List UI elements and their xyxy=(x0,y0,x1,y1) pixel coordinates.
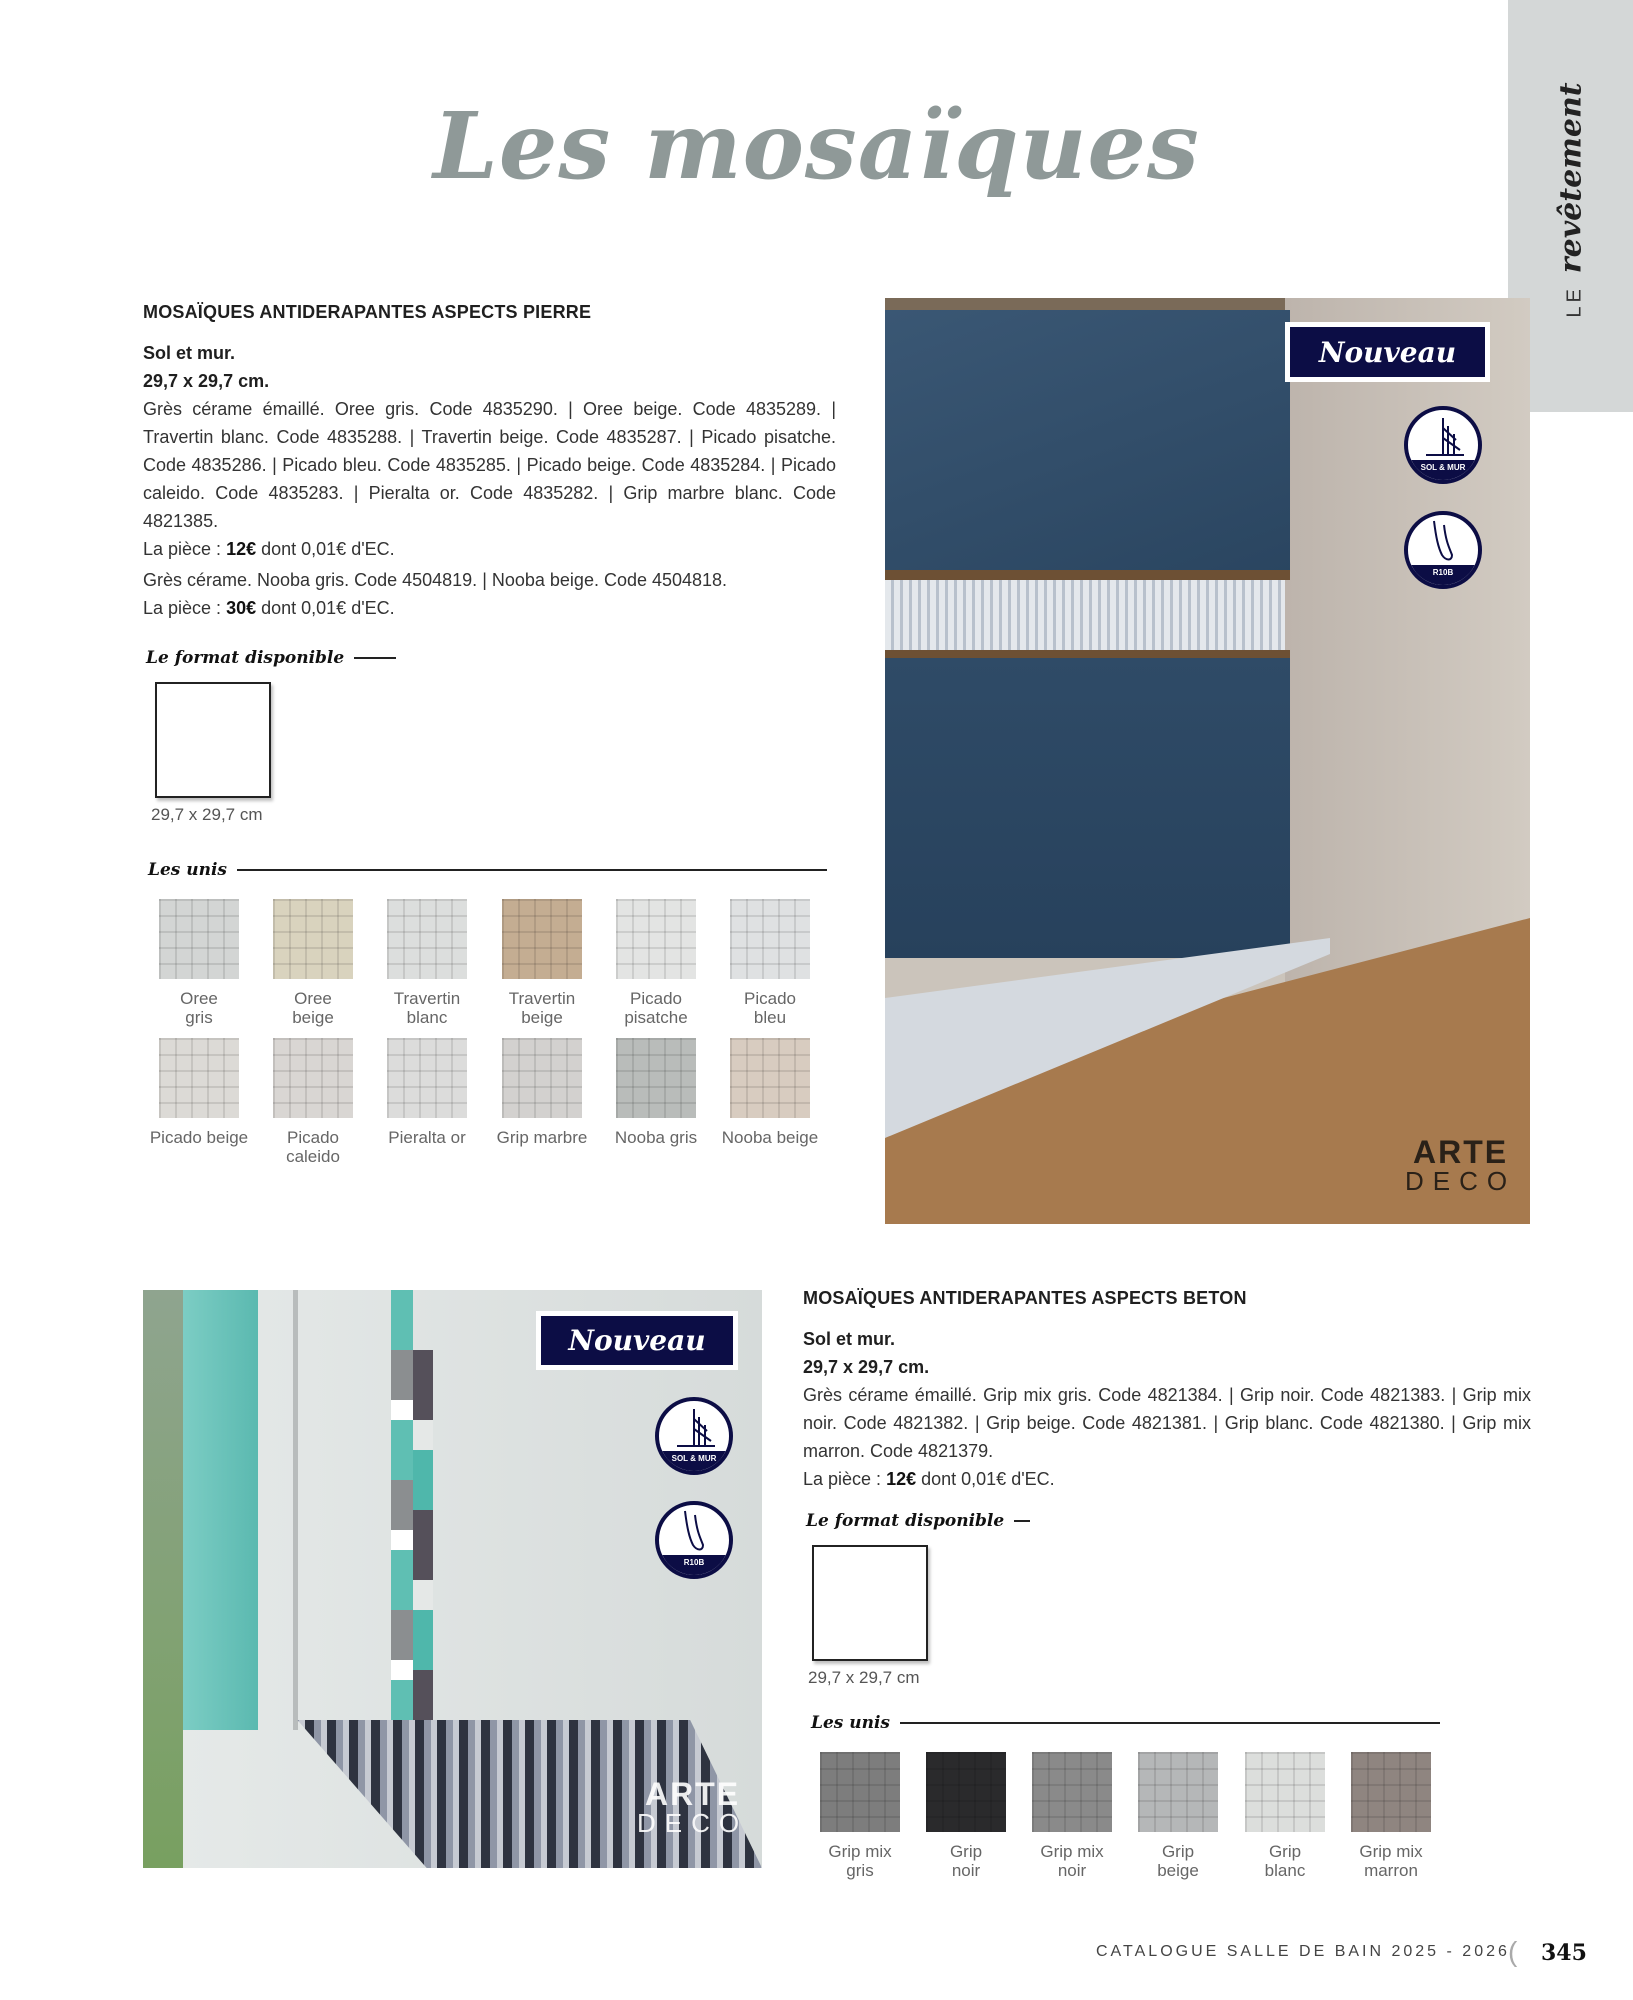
tile-swatch-image xyxy=(159,899,239,979)
tile-swatch-image xyxy=(273,1038,353,1118)
swatch-label: Oree beige xyxy=(292,989,334,1027)
tile-swatch-image xyxy=(1032,1752,1112,1832)
format-tile-outline xyxy=(155,682,271,798)
swatch-label: Nooba beige xyxy=(721,1128,819,1147)
price-amount: 30€ xyxy=(226,598,257,618)
section2-dimensions: 29,7 x 29,7 cm. xyxy=(803,1357,930,1377)
swatch-item xyxy=(714,1038,826,1147)
section1-format-label: 29,7 x 29,7 cm xyxy=(151,805,263,824)
footer-separator: ( xyxy=(1508,1936,1518,1967)
section1-description: Grès cérame émaillé. Oree gris. Code 4835290. | Oree beige. Code 4835289. | Travertin blanc. Code 4835288. | Travertin beige. Code 4835287. | Picado pisatche. Code 4835286. | Picado bleu. Code 4835285. | Picado beige. Code 4835284. | Picado caleido. Code 4835283. | Pieralta or. Code 4835282. | Grip marbre blanc. Code 4821385. xyxy=(143,399,836,531)
price-amount: 12€ xyxy=(886,1469,917,1489)
section1-dimensions: 29,7 x 29,7 cm. xyxy=(143,371,270,391)
divider xyxy=(1014,1520,1030,1522)
section2-unis-heading: Les unis xyxy=(811,1713,1440,1733)
tile-swatch-image xyxy=(273,899,353,979)
section2-format-heading: Le format disponible xyxy=(806,1511,1030,1531)
swatch-label: Picado bleu xyxy=(744,989,796,1027)
swatch-label: Travertin blanc xyxy=(393,989,461,1027)
divider xyxy=(900,1722,1440,1724)
swatch-label: Grip blanc xyxy=(1264,1842,1306,1880)
swatch-label: Grip mix gris xyxy=(828,1842,892,1880)
tile-swatch-image xyxy=(387,1038,467,1118)
divider xyxy=(354,657,396,659)
swatch-label: Grip noir xyxy=(949,1842,983,1880)
floor-and-wall-icon: SOL & MUR xyxy=(1404,406,1482,484)
side-tab-prefix: LE xyxy=(1563,285,1585,318)
swatch-item xyxy=(257,899,369,1027)
swatch-item xyxy=(257,1038,369,1166)
section2-heading: MOSAÏQUES ANTIDERAPANTES ASPECTS BETON xyxy=(803,1288,1247,1308)
swatch-item xyxy=(804,1752,916,1880)
arte-deco-logo: ARTE DECO xyxy=(637,1776,749,1838)
swatch-item xyxy=(1229,1752,1341,1880)
swatch-item xyxy=(143,899,255,1027)
catalogue-footer: CATALOGUE SALLE DE BAIN 2025 - 2026 xyxy=(1096,1943,1510,1960)
swatch-label: Grip marbre xyxy=(496,1128,588,1147)
section1-room-photo xyxy=(885,298,1530,1224)
nouveau-badge: Nouveau xyxy=(1285,322,1490,382)
section2-text xyxy=(803,1288,1531,1493)
swatch-item xyxy=(1122,1752,1234,1880)
section1-description2: Grès cérame. Nooba gris. Code 4504819. | Nooba beige. Code 4504818. xyxy=(143,570,728,590)
section2-description: Grès cérame émaillé. Grip mix gris. Code 4821384. | Grip noir. Code 4821383. | Grip mix noir. Code 4821382. | Grip beige. Code 4821381. | Grip blanc. Code 4821380. | Grip mix marron. Code 4821379. xyxy=(803,1385,1531,1461)
floor-and-wall-icon: SOL & MUR xyxy=(655,1397,733,1475)
tile-swatch-image xyxy=(502,899,582,979)
swatch-item xyxy=(371,1038,483,1147)
section2-usage: Sol et mur. xyxy=(803,1329,896,1349)
divider xyxy=(237,869,827,871)
section2-price1: La pièce : 12€ dont 0,01€ d'EC. xyxy=(803,1469,1055,1489)
side-tab-word: revêtement xyxy=(1553,82,1588,274)
swatch-label: Travertin beige xyxy=(508,989,576,1027)
section1-text xyxy=(143,302,836,622)
swatch-label: Grip mix noir xyxy=(1040,1842,1104,1880)
tile-swatch-image xyxy=(820,1752,900,1832)
page-number: 345 xyxy=(1541,1940,1587,1966)
swatch-item xyxy=(600,899,712,1027)
swatch-label: Grip beige xyxy=(1157,1842,1199,1880)
swatch-item xyxy=(1016,1752,1128,1880)
swatch-label: Nooba gris xyxy=(614,1128,698,1147)
tile-swatch-image xyxy=(1351,1752,1431,1832)
swatch-item xyxy=(1335,1752,1447,1880)
swatch-label: Picado beige xyxy=(149,1128,249,1147)
section2-room-photo xyxy=(143,1290,762,1868)
section1-format-heading: Le format disponible xyxy=(146,648,396,668)
section1-unis-heading: Les unis xyxy=(148,860,827,880)
swatch-item xyxy=(486,1038,598,1147)
section2-format-label: 29,7 x 29,7 cm xyxy=(808,1668,920,1687)
section1-price2: La pièce : 30€ dont 0,01€ d'EC. xyxy=(143,598,395,618)
tile-swatch-image xyxy=(1245,1752,1325,1832)
nouveau-badge: Nouveau xyxy=(536,1311,738,1370)
swatch-label: Oree gris xyxy=(180,989,218,1027)
tile-swatch-image xyxy=(159,1038,239,1118)
tile-swatch-image xyxy=(616,899,696,979)
page-title: Les mosaïques xyxy=(433,92,1200,200)
anti-slip-foot-icon: R10B xyxy=(655,1501,733,1579)
section1-heading: MOSAÏQUES ANTIDERAPANTES ASPECTS PIERRE xyxy=(143,302,592,322)
tile-swatch-image xyxy=(387,899,467,979)
swatch-item xyxy=(600,1038,712,1147)
anti-slip-foot-icon: R10B xyxy=(1404,511,1482,589)
swatch-label: Picado pisatche xyxy=(624,989,688,1027)
tile-swatch-image xyxy=(502,1038,582,1118)
tile-swatch-image xyxy=(730,1038,810,1118)
tile-swatch-image xyxy=(730,899,810,979)
swatch-item xyxy=(143,1038,255,1147)
swatch-label: Pieralta or xyxy=(388,1128,466,1147)
section1-price1: La pièce : 12€ dont 0,01€ d'EC. xyxy=(143,539,395,559)
section1-usage: Sol et mur. xyxy=(143,343,236,363)
arte-deco-logo: ARTE DECO xyxy=(1405,1134,1517,1196)
tile-swatch-image xyxy=(926,1752,1006,1832)
price-amount: 12€ xyxy=(226,539,257,559)
swatch-item xyxy=(714,899,826,1027)
tile-swatch-image xyxy=(1138,1752,1218,1832)
tile-swatch-image xyxy=(616,1038,696,1118)
swatch-item xyxy=(371,899,483,1027)
swatch-label: Picado caleido xyxy=(286,1128,340,1166)
swatch-label: Grip mix marron xyxy=(1359,1842,1423,1880)
format-tile-outline xyxy=(812,1545,928,1661)
swatch-item xyxy=(910,1752,1022,1880)
swatch-item xyxy=(486,899,598,1027)
